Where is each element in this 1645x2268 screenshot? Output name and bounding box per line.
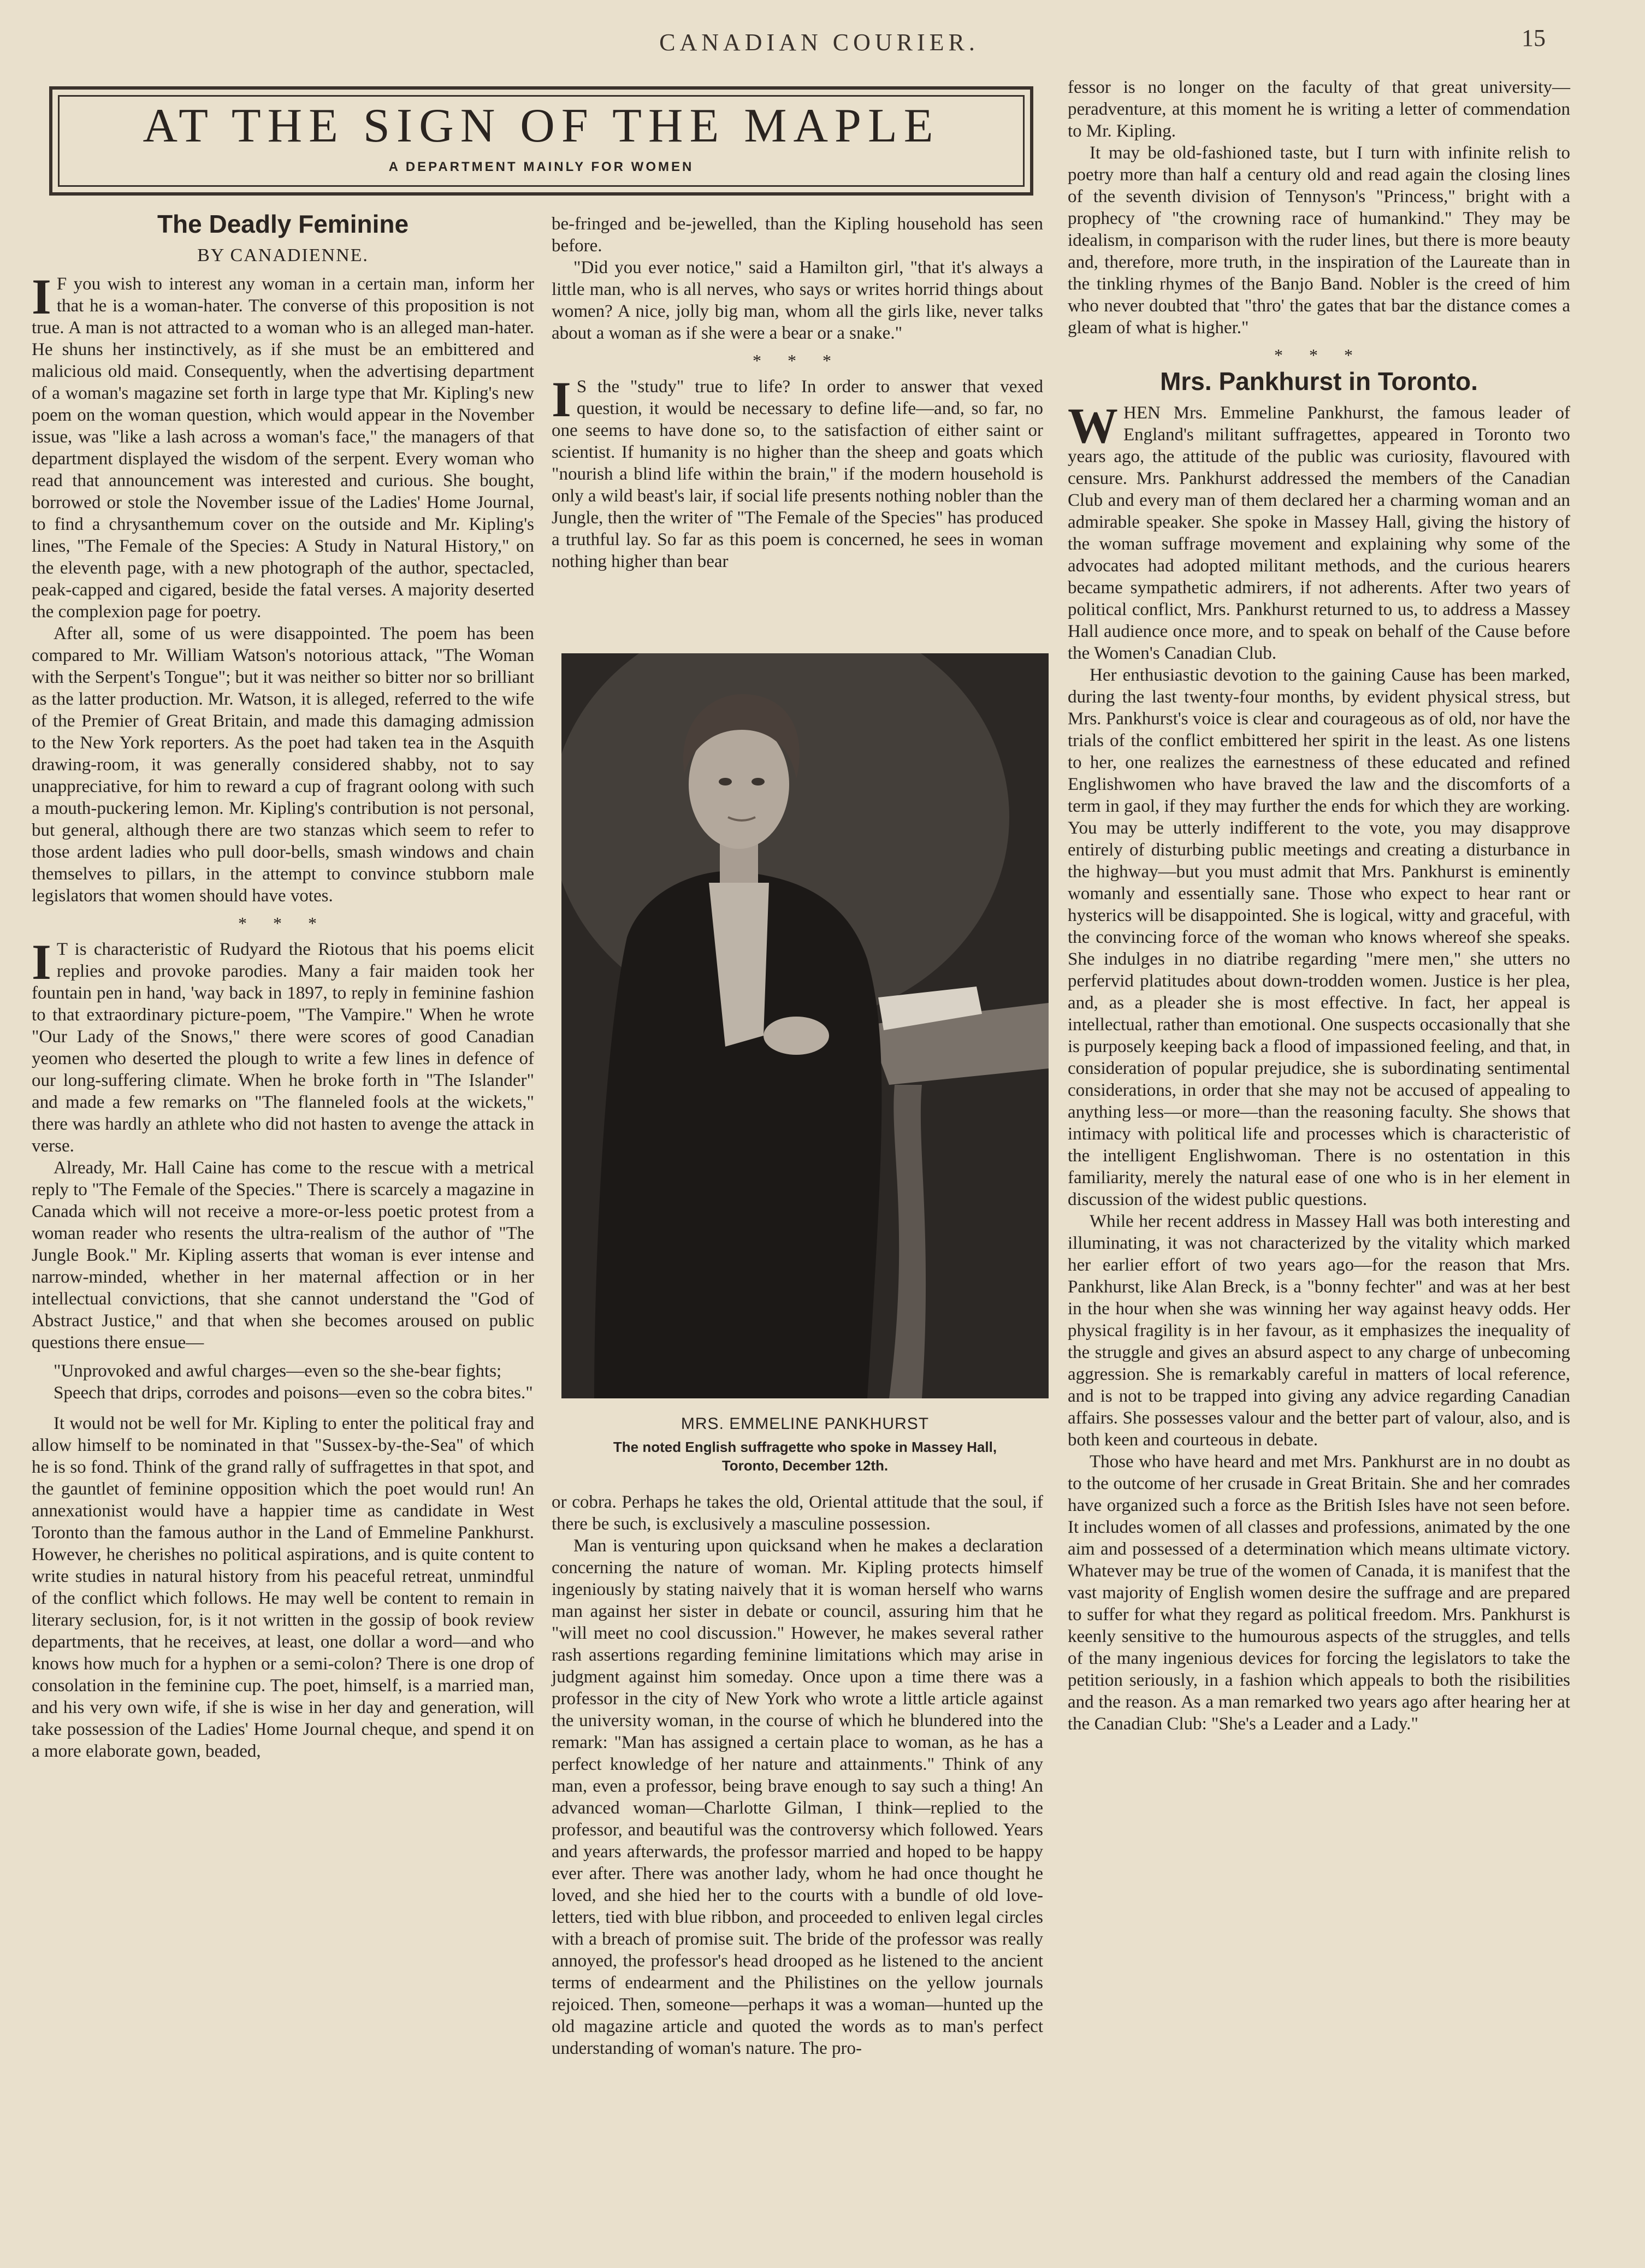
article-headline-pankhurst: Mrs. Pankhurst in Toronto. [1160,367,1478,395]
article1-paragraph-1: I F you wish to interest any woman in a certain man, inform her that he is a woman-hater. The converse of this proposition is not true. A man is not attracted to a woman who is an alleged man-hater. He shuns her instinctively, as if she must be an embittered and malicious old maid. Consequently, when the advertising department of a woman's magazine set forth in large type that Mr. Kipling's new poem on the woman question, which would appear in the November issue, was "like a lash across a woman's face," the managers of that department displayed the wisdom of the serpent. Every woman who read that announcement was interested and curious. She bought, borrowed or stole the November issue of the Ladies' Home Journal, to find a chrysanthemum cover on the outside and Mr. Kipling's lines, "The Female of the Species: A Study in Natural History," on the eleventh page, with a new photograph of the author, spectacled, peak-capped and cigared, beside the fatal verses. A majority deserted the complexion page for poetry. [32,269,534,622]
poem-quote [32,1360,534,1404]
photo-caption-text: The noted English suffragette who spoke in Massey Hall, Toronto, December 12th. [613,1439,997,1474]
drop-cap: I [552,371,571,427]
column-3 [1068,76,1570,1735]
department-subtitle: A DEPARTMENT MAINLY FOR WOMEN [388,160,694,174]
drop-cap: I [32,269,51,324]
column-2-top [552,213,1043,572]
section-divider-stars: * * * [238,913,328,933]
portrait-photo [561,653,1049,1398]
article1-paragraph-9: or cobra. Perhaps he takes the old, Oriental attitude that the soul, if there be such, is exclusively a masculine possession. [552,1492,1043,1534]
poem-line: Speech that drips, corrodes and poisons—even so the cobra bites." [54,1383,533,1403]
article2-paragraph-3: While her recent address in Massey Hall was both interesting and illuminating, it was not characterized by the vitality which marked her earlier effort of two years ago—for the reason that Mrs. Pankhurst, like Alan Breck, is a "bonny fechter" and was at her best in the hour when she was winning her way against heavy odds. Her physical fragility is in her favour, as it emphasizes the inequality of the struggle and gives an absurd aspect to any charge of unbecoming aggression. She is remarkably careful in matters of local reference, and is not to be trapped into giving any advice regarding Canadian affairs. She possesses valour and the better part of valour, also, and is both keen and courteous in debate. [1068,1212,1570,1450]
article-headline-deadly-feminine: The Deadly Feminine [157,210,409,238]
portrait-illustration [561,653,1049,1398]
drop-cap: I [32,934,51,990]
article1-paragraph-5: It would not be well for Mr. Kipling to enter the political fray and allow himself to be nominated in that "Sussex-by-the-Sea" of which he is so fond. Think of the grand rally of suffragettes in that spot, and the gauntlet of feminine opposition which the poet would run! An annexationist would have a happier time as candidate in West Toronto than the famous author in the Land of Emmeline Pankhurst. However, he cherishes no political aspirations, and is quite content to write studies in natural history from his peaceful retreat, unmindful of the conflict which follows. He may well be content to remain in literary seclusion, for, is it not written in the gossip of book review departments, that he receives, at least, one dollar a word—and who knows how much for a hyphen or a semi-colon? There is one drop of consolation in the feminine cup. The poet, himself, is a married man, and his very own wife, if she is wise in her day and generation, will take possession of the Ladies' Home Journal cheque, and spend it on a more elaborate gown, beaded, [32,1414,534,1761]
article-byline: BY CANADIENNE. [197,245,369,265]
article2-paragraph-4: Those who have heard and met Mrs. Pankhurst are in no doubt as to the outcome of her crusade in Great Britain. She and her comrades have organized such a force as the British Isles have not seen before. It includes women of all classes and professions, animated by the one aim and possessed of a determination which means ultimate victory. Whatever may be true of the women of Canada, it is manifest that the vast majority of English women desire the suffrage and are prepared to suffer for what they regard as political freedom. Mrs. Pankhurst is keenly sensitive to the humourous aspects of the struggles, and tells of the many ingenious devices for forcing the legislators to take the petition seriously, in a fashion which appeals to both the risibilities and the reason. As a man remarked two years ago after hearing her at the Canadian Club: "She's a Leader and a Lady." [1068,1452,1570,1734]
photo-caption [561,1415,1049,1475]
article1-paragraph-7: "Did you ever notice," said a Hamilton girl, "that it's always a little man, who is all nerves, who says or writes horrid things about women? A nice, jolly big man, whom all the girls like, never talks about a woman as if she were a bear or a snake." [552,258,1043,343]
column-1 [32,210,534,1762]
section-divider-stars: * * * [1274,345,1364,365]
drop-cap: W [1068,398,1118,453]
page-number: 15 [1522,25,1546,51]
section-divider-stars: * * * [753,351,842,370]
department-title: AT THE SIGN OF THE MAPLE [143,99,940,152]
article2-paragraph-1: WHEN Mrs. Emmeline Pankhurst, the famous leader of England's militant suffragettes, appeared in Toronto two years ago, the attitude of the public was curiosity, flavoured with censure. Mrs. Pankhurst addressed the members of the Canadian Club and every man of them declared her a charming woman and an admirable speaker. She spoke in Massey Hall, giving the history of the woman suffrage movement and explaining why some of the advocates had adopted militant methods, and the curious hearers became sympathetic admirers, if not adherents. After two years of political conflict, Mrs. Pankhurst returned to us, to address a Massey Hall audience once more, and to speak on behalf of the Cause before the Women's Canadian Club. [1068,398,1570,663]
article2-paragraph-2: Her enthusiastic devotion to the gaining Cause has been marked, during the last twenty-four months, by evident physical stress, but Mrs. Pankhurst's voice is clear and courageous as of old, nor have the trials of the conflict embittered her spirit in the least. As one listens to her, one realizes the earnestness of these educated and refined Englishwomen who have braved the law and the discomforts of a term in gaol, if they may further the ends for which they are working. You may be utterly indifferent to the vote, you may disapprove entirely of disturbing public meetings and creating a disturbance in the highway—but you must admit that Mrs. Pankhurst is eminently womanly and essentially sane. Those who expect to hear rant or hysterics will be disappointed. She is logical, witty and graceful, with the convincing force of the woman who knows whereof she speaks. She indulges in no diatribe regarding "mere men," she utters no perfervid platitudes about down-trodden women. Justice is her plea, and, as a pleader she is most effective. In fact, her appeal is intellectual, rather than emotional. One suspects occasionally that she is purposely keeping back a flood of impassioned feeling, and that, in consideration of popular prejudice, she is subordinating sentimental considerations, in order that she may not be accused of appealing to anything less—or more—than the reasoning faculty. She shows that intimacy with political life and processes which is characteristic of the intelligent Englishwoman. There is no ostentation in this familiarity, merely the natural ease of one who is in her element in discussion of the widest public questions. [1068,665,1570,1209]
article1-paragraph-3: I T is characteristic of Rudyard the Riotous that his poems elicit replies and provoke parodies. Many a fair maiden took her fountain pen in hand, 'way back in 1897, to reply in feminine fashion to that extraordinary picture-poem, "The Vampire." When he wrote "Our Lady of the Snows," there were scores of good Canadian yeomen who deserted the plough to write a few lines in defence of our long-suffering climate. When he broke forth in "The Islander" and made a few remarks on "The flanneled fools at the wickets," there was hardly an athlete who did not hasten to avenge the attack in verse. [32,934,534,1156]
article1-paragraph-2: After all, some of us were disappointed. The poem has been compared to Mr. William Watson's notorious attack, "The Woman with the Serpent's Tongue"; but it was neither so bitter nor so brilliant as the latter production. Mr. Watson, it is alleged, referred to the wife of the Premier of Great Britain, and made this damaging admission to the New York reporters. As the poet had taken tea in the Asquith drawing-room, it was generally considered shabby, not to say unappreciative, for him to reward a cup of fragrant oolong with such a mouth-puckering lemon. Mr. Kipling's contribution is not personal, but general, although there are two stanzas which seem to refer to those ardent ladies who pull door-bells, smash windows and chain themselves to pillars, in the attempt to convince stubborn male legislators that women should have votes. [32,624,534,906]
poem-line: "Unprovoked and awful charges—even so the she-bear fights; [54,1361,502,1381]
article1-paragraph-10: Man is venturing upon quicksand when he makes a declaration concerning the nature of woman. Mr. Kipling protects himself ingeniously by stating naively that it is woman herself who warns man against her sister in debate or council, assuring him that he "will meet no cool discussion." However, he makes several rather rash assertions regarding feminine limitations which may arise in judgment against him someday. Once upon a time there was a professor in the city of New York who wrote a little article against the university woman, in the course of which he blundered into the remark: "Man has assigned a certain place to woman, as he has a perfect knowledge of her nature and attainments." Think of any man, even a professor, being brave enough to say such a thing! An advanced woman—Charlotte Gilman, I think—replied to the professor, and beautiful was the controversy which followed. Years and years afterwards, the professor married and hoped to be happy ever after. There was another lady, whom he had once thought he loved, and she hied her to the courts with a bundle of old love-letters, tied with blue ribbon, and proceeded to enliven legal circles with a breach of promise suit. The bride of the professor was really annoyed, the professor's head drooped as he listened to the ancient terms of endearment and the Philistines on the yellow journals rejoiced. Then, someone—perhaps it was a woman—hunted up the old magazine article and quoted the words as to man's perfect understanding of woman's nature. The pro- [552,1536,1043,2058]
article1-paragraph-11: fessor is no longer on the faculty of that great university—peradventure, at this moment he is writing a letter of commendation to Mr. Kipling. [1068,78,1570,141]
article1-paragraph-4: Already, Mr. Hall Caine has come to the rescue with a metrical reply to "The Female of the Species." There is scarcely a magazine in Canada which will not receive a more-or-less poetic protest from a woman reader who resents the ultra-realism of the author of "The Jungle Book." Mr. Kipling asserts that woman is ever intense and narrow-minded, whether in her maternal affection or in her intellectual convictions, that she cannot understand the "God of Abstract Justice," and that when she becomes aroused on public questions there ensue— [32,1158,534,1352]
column-2-bottom [552,1491,1043,2059]
running-head: CANADIAN COURIER. [659,29,979,56]
article1-paragraph-12: It may be old-fashioned taste, but I turn with infinite relish to poetry more than half a century old and read again the closing lines of the seventh division of Tennyson's "Princess," bright with a prophecy of "the crowning race of humankind." They may be idealism, in comparison with the ruder lines, but there is more beauty and, therefore, more truth, in the inspiration of the Laureate than in the tinkling rhymes of the Banjo Band. Nobler is the creed of him who never doubted that "thro' the gates that bar the distance comes a gleam of what is higher." [1068,143,1570,338]
article1-paragraph-8: I S the "study" true to life? In order to answer that vexed question, it would be necessary to define life—and, so far, no one seems to have done so, to the satisfaction of either saint or scientist. If humanity is no higher than the sheep and goats which "nourish a blind life within the brain," if the modern household is only a wild beast's lair, if social life presents nothing nobler than the Jungle, then the writer of "The Female of the Species" has produced a truthful lay. So far as this poem is concerned, he sees in woman nothing higher than bear [552,371,1043,571]
department-banner [49,86,1033,196]
article1-paragraph-6: be-fringed and be-jewelled, than the Kipling household has seen before. [552,214,1043,256]
photo-caption-title: MRS. EMMELINE PANKHURST [681,1415,930,1433]
